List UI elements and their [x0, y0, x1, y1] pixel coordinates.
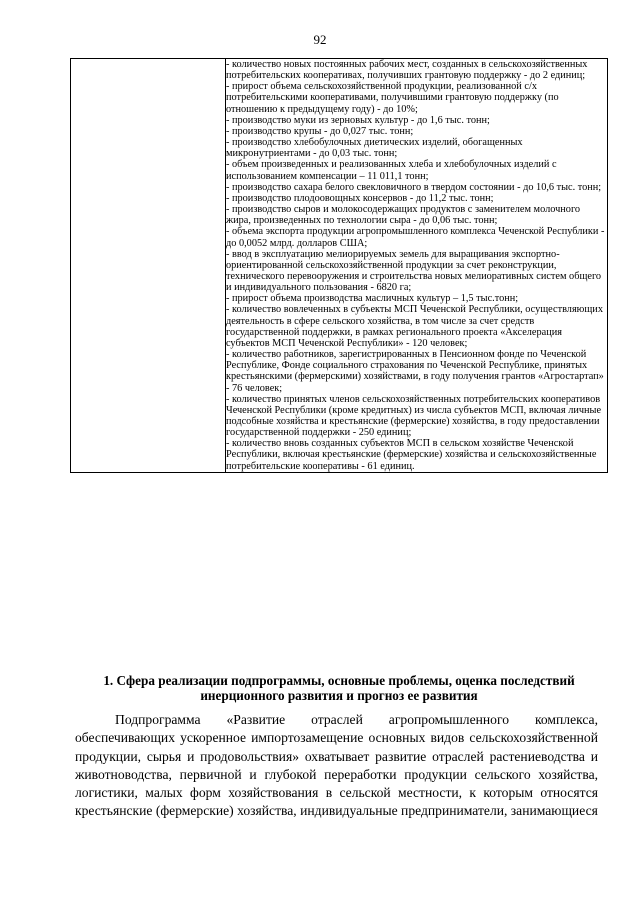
list-item: - объем произведенных и реализованных хлеба и хлебобулочных изделий с использованием компенсации – 11 011,1 тонн; — [226, 159, 557, 182]
list-item: - объема экспорта продукции агропромышленного комплекса Чеченской Республики - до 0,0052 млрд. долларов США; — [226, 226, 605, 249]
indicators-cell — [226, 59, 608, 473]
list-item: - количество вновь созданных субъектов МСП в сельском хозяйстве Чеченской Республики, включая крестьянские (фермерские) хозяйства и сельскохозяйственные потребительские кооперативы - 61 единиц. — [226, 438, 597, 472]
body-paragraph: Подпрограмма «Развитие отраслей агропромышленного комплекса, обеспечивающих ускоренное импортозамещение основных видов сельскохозяйственной продукции, сырья и продовольствия» охватывает развитие отраслей растениеводства и животноводства, первичной и глубокой переработки продукции сельского хозяйства, логистики, малых форм хозяйствования в сельской местности, к которым относятся крестьянские (фермерские) хозяйства, индивидуальные предприниматели, занимающиеся — [75, 712, 598, 819]
list-item: - производство плодоовощных консервов - до 11,2 тыс. тонн; — [226, 192, 494, 204]
list-item: - производство сыров и молокосодержащих продуктов с заменителем молочного жира, произведенных по технологии сыра - до 0,06 тыс. тонн; — [226, 204, 581, 227]
list-item: - прирост объема производства масличных культур – 1,5 тыс.тонн; — [226, 293, 519, 305]
list-item: - прирост объема сельскохозяйственной продукции, реализованной с/х потребительскими кооперативами, получившими грантовую поддержку (по отношению к предыдущему году) - до 10%; — [226, 81, 559, 115]
list-item: - производство сахара белого свекловичного в твердом состоянии - до 10,6 тыс. тонн; — [226, 181, 602, 193]
list-item: - количество новых постоянных рабочих мест, созданных в сельскохозяйственных потребительских кооперативах, получивших грантовую поддержку - до 2 единиц; — [226, 59, 588, 82]
list-item: - производство крупы - до 0,027 тыс. тонн; — [226, 125, 414, 137]
list-item: - количество работников, зарегистрированных в Пенсионном фонде по Чеченской Республике, Фонде социального страхования по Чеченской Республике, принятых крестьянскими (фермерскими) хозяйствами, в году получения грантов «Агростартап» - 76 человек; — [226, 349, 604, 394]
list-item: - производство муки из зерновых культур - до 1,6 тыс. тонн; — [226, 114, 490, 126]
indicators-table — [70, 58, 608, 473]
list-item: - количество принятых членов сельскохозяйственных потребительских кооперативов Чеченской Республики (кроме кредитных) из числа субъектов МСП, включая личные подсобные хозяйства и крестьянские (фермерские) хозяйства, в году предоставлении государственной поддержки - 250 единиц; — [226, 393, 602, 439]
page-number: 92 — [313, 32, 327, 47]
list-item: - количество вовлеченных в субъекты МСП Чеченской Республики, осуществляющих деятельность в сфере сельского хозяйства, в том числе за счет средств государственной поддержки, в рамках регионального проекта «Акселерация субъектов МСП Чеченской Республики» - 120 человек; — [226, 304, 603, 349]
list-item: - производство хлебобулочных диетических изделий, обогащенных микронутриентами - до 0,03 тыс. тонн; — [226, 137, 523, 160]
list-item: - ввод в эксплуатацию мелиорируемых земель для выращивания экспортно-ориентированной сельскохозяйственной продукции за счет реконструкции, технического перевооружения и строительства новых мелиоративных систем общего и индивидуального пользования - 6820 га; — [226, 248, 602, 294]
table-row — [71, 59, 608, 473]
empty-label-cell — [71, 59, 226, 473]
section-heading: 1. Сфера реализации подпрограммы, основные проблемы, оценка последствий инерционного развития и прогноз ее развития — [103, 673, 575, 703]
